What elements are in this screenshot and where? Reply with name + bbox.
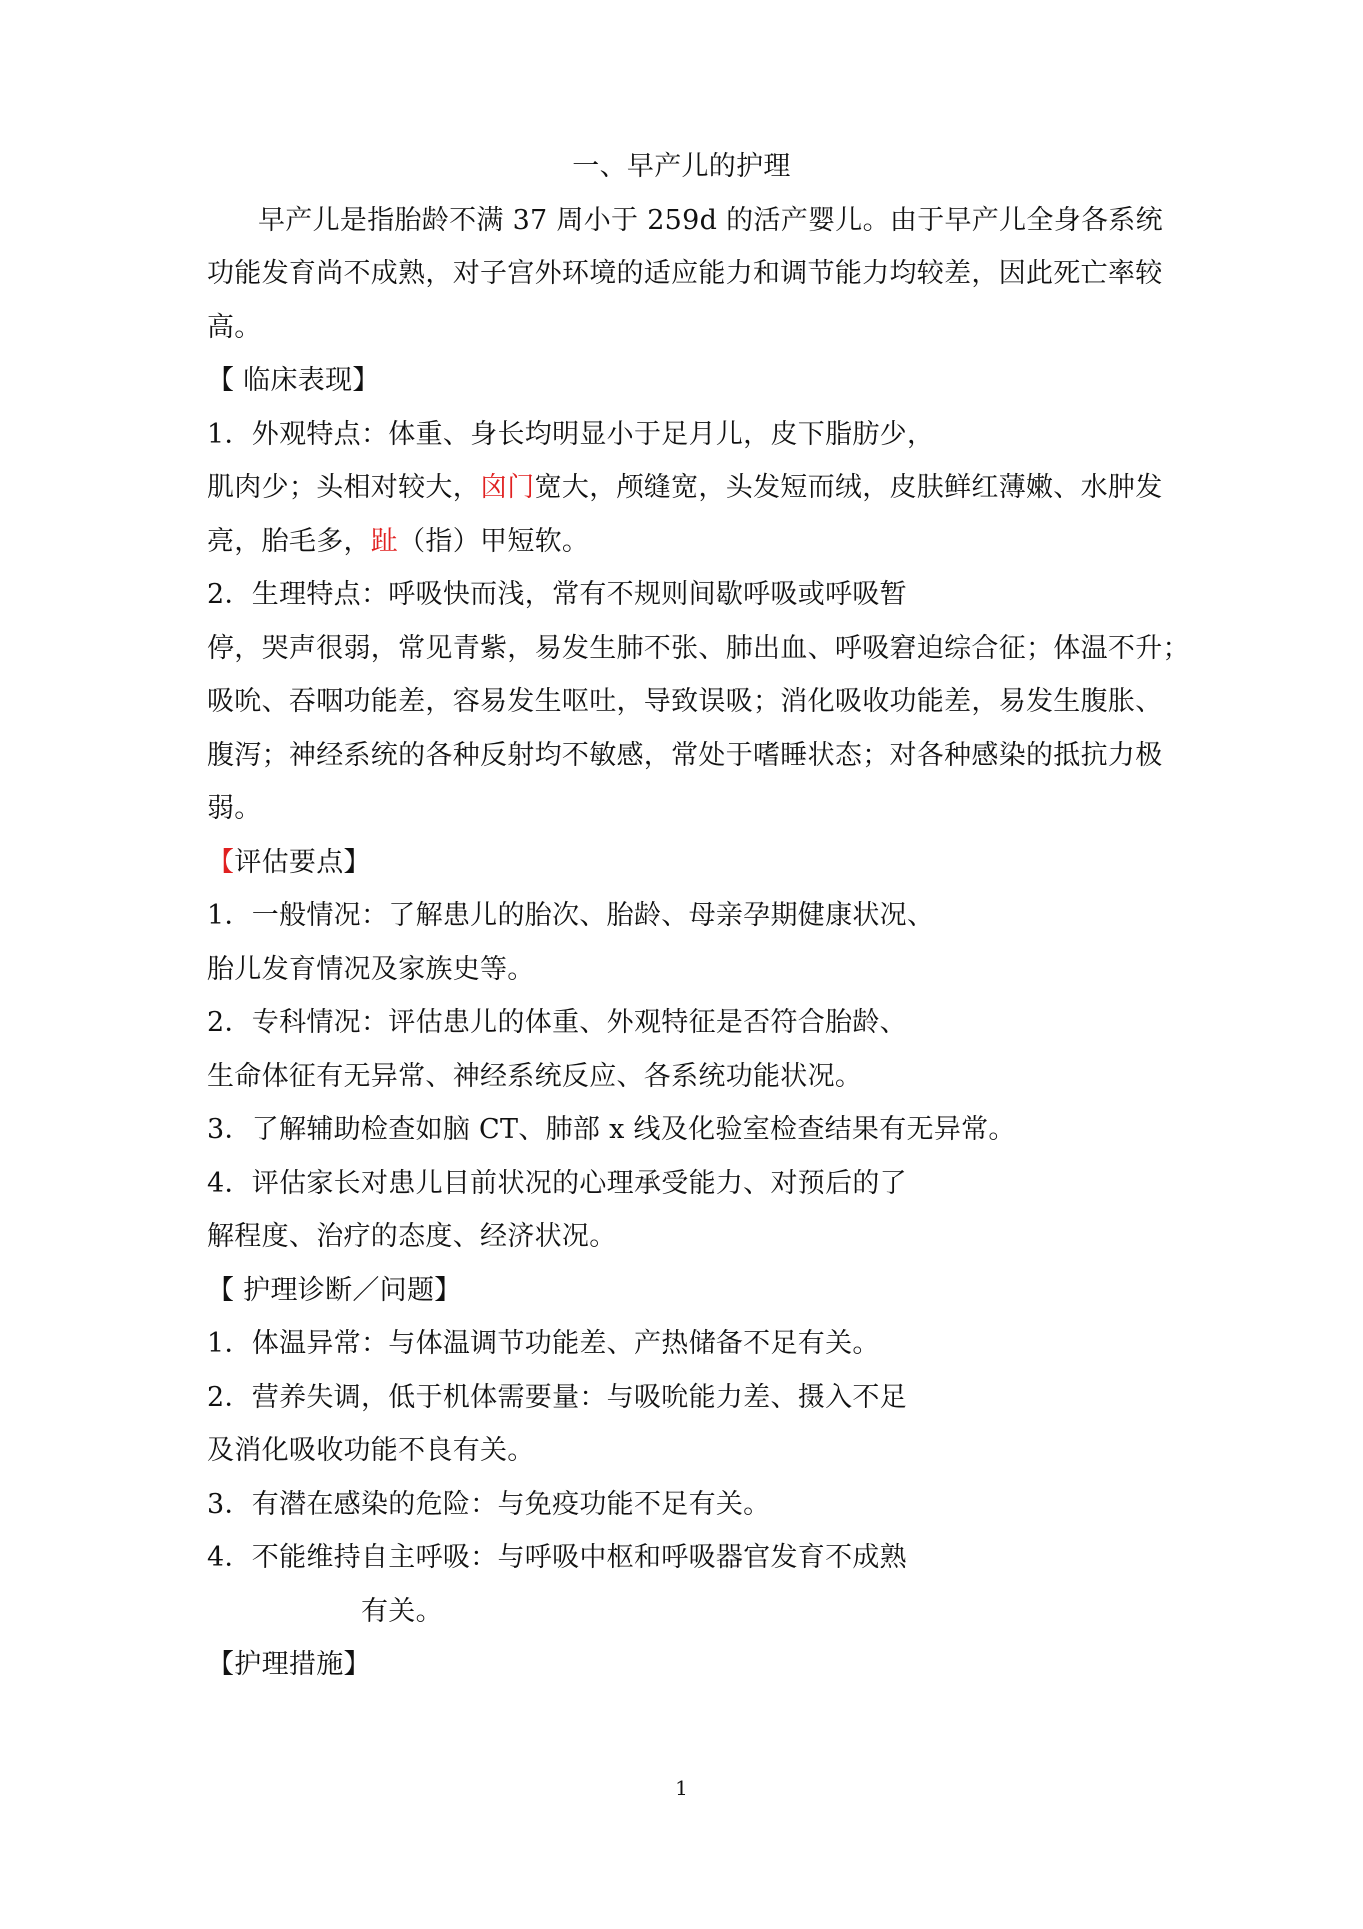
clinical-heading: 【 临床表现】 — [207, 365, 380, 396]
clinical-item1-line-1: 1．外观特点：体重、身长均明显小于足月儿，皮下脂肪少， — [207, 419, 935, 450]
text-segment: 肌肉少；头相对较大， — [207, 472, 480, 503]
diagnosis-item2-line-2: 及消化吸收功能不良有关。 — [207, 1435, 535, 1466]
clinical-item1-line-2 — [207, 470, 1163, 506]
assessment-heading — [207, 845, 371, 881]
diagnosis-item2-line-1: 2．营养失调，低于机体需要量：与吸吮能力差、摄入不足 — [207, 1382, 907, 1413]
clinical-item2-line-2: 停，哭声很弱，常见青紫，易发生肺不张、肺出血、呼吸窘迫综合征；体温不升； — [207, 633, 1190, 664]
intro-line-3: 高。 — [207, 312, 262, 343]
measures-heading: 【护理措施】 — [207, 1649, 371, 1680]
text-segment: 亮，胎毛多， — [207, 526, 371, 557]
assessment-item3: 3．了解辅助检查如脑 CT、肺部 x 线及化验室检查结果有无异常。 — [207, 1114, 1016, 1145]
clinical-item2-line-3: 吸吮、吞咽功能差，容易发生呕吐，导致误吸；消化吸收功能差，易发生腹胀、 — [207, 686, 1163, 717]
text-segment: 宽大，颅缝宽，头发短而绒，皮肤鲜红薄嫩、水肿发 — [534, 472, 1163, 503]
clinical-item2-line-5: 弱。 — [207, 793, 262, 824]
clinical-item2-line-4: 腹泻；神经系统的各种反射均不敏感，常处于嗜睡状态；对各种感染的抵抗力极 — [207, 740, 1163, 771]
assessment-item4-line-1: 4．评估家长对患儿目前状况的心理承受能力、对预后的了 — [207, 1168, 907, 1199]
page-title: 一、早产儿的护理 — [572, 151, 791, 182]
intro-line-2: 功能发育尚不成熟，对子宫外环境的适应能力和调节能力均较差，因此死亡率较 — [207, 258, 1163, 289]
intro-line-1: 早产儿是指胎龄不满 37 周小于 259d 的活产婴儿。由于早产儿全身各系统 — [258, 205, 1163, 236]
heading-text: 评估要点】 — [234, 847, 371, 878]
text-segment: （指）甲短软。 — [398, 526, 590, 557]
assessment-item2-line-2: 生命体征有无异常、神经系统反应、各系统功能状况。 — [207, 1061, 863, 1092]
clinical-item2-line-1: 2．生理特点：呼吸快而浅，常有不规则间歇呼吸或呼吸暂 — [207, 579, 907, 610]
diagnosis-item3: 3．有潜在感染的危险：与免疫功能不足有关。 — [207, 1489, 771, 1520]
diagnosis-item4-line-2: 有关。 — [361, 1596, 443, 1627]
diagnosis-item4-line-1: 4．不能维持自主呼吸：与呼吸中枢和呼吸器官发育不成熟 — [207, 1542, 907, 1573]
assessment-item1-line-2: 胎儿发育情况及家族史等。 — [207, 954, 535, 985]
assessment-item1-line-1: 1．一般情况：了解患儿的胎次、胎龄、母亲孕期健康状况、 — [207, 900, 935, 931]
assessment-item2-line-1: 2．专科情况：评估患儿的体重、外观特征是否符合胎龄、 — [207, 1007, 907, 1038]
diagnosis-heading: 【 护理诊断／问题】 — [207, 1275, 462, 1306]
highlighted-term: 趾 — [370, 526, 399, 557]
heading-bracket: 【 — [207, 847, 235, 878]
assessment-item4-line-2: 解程度、治疗的态度、经济状况。 — [207, 1221, 617, 1252]
clinical-item1-line-3 — [207, 524, 589, 560]
diagnosis-item1: 1．体温异常：与体温调节功能差、产热储备不足有关。 — [207, 1328, 880, 1359]
highlighted-term: 囟门 — [480, 472, 535, 503]
page-number: 1 — [675, 1776, 688, 1800]
